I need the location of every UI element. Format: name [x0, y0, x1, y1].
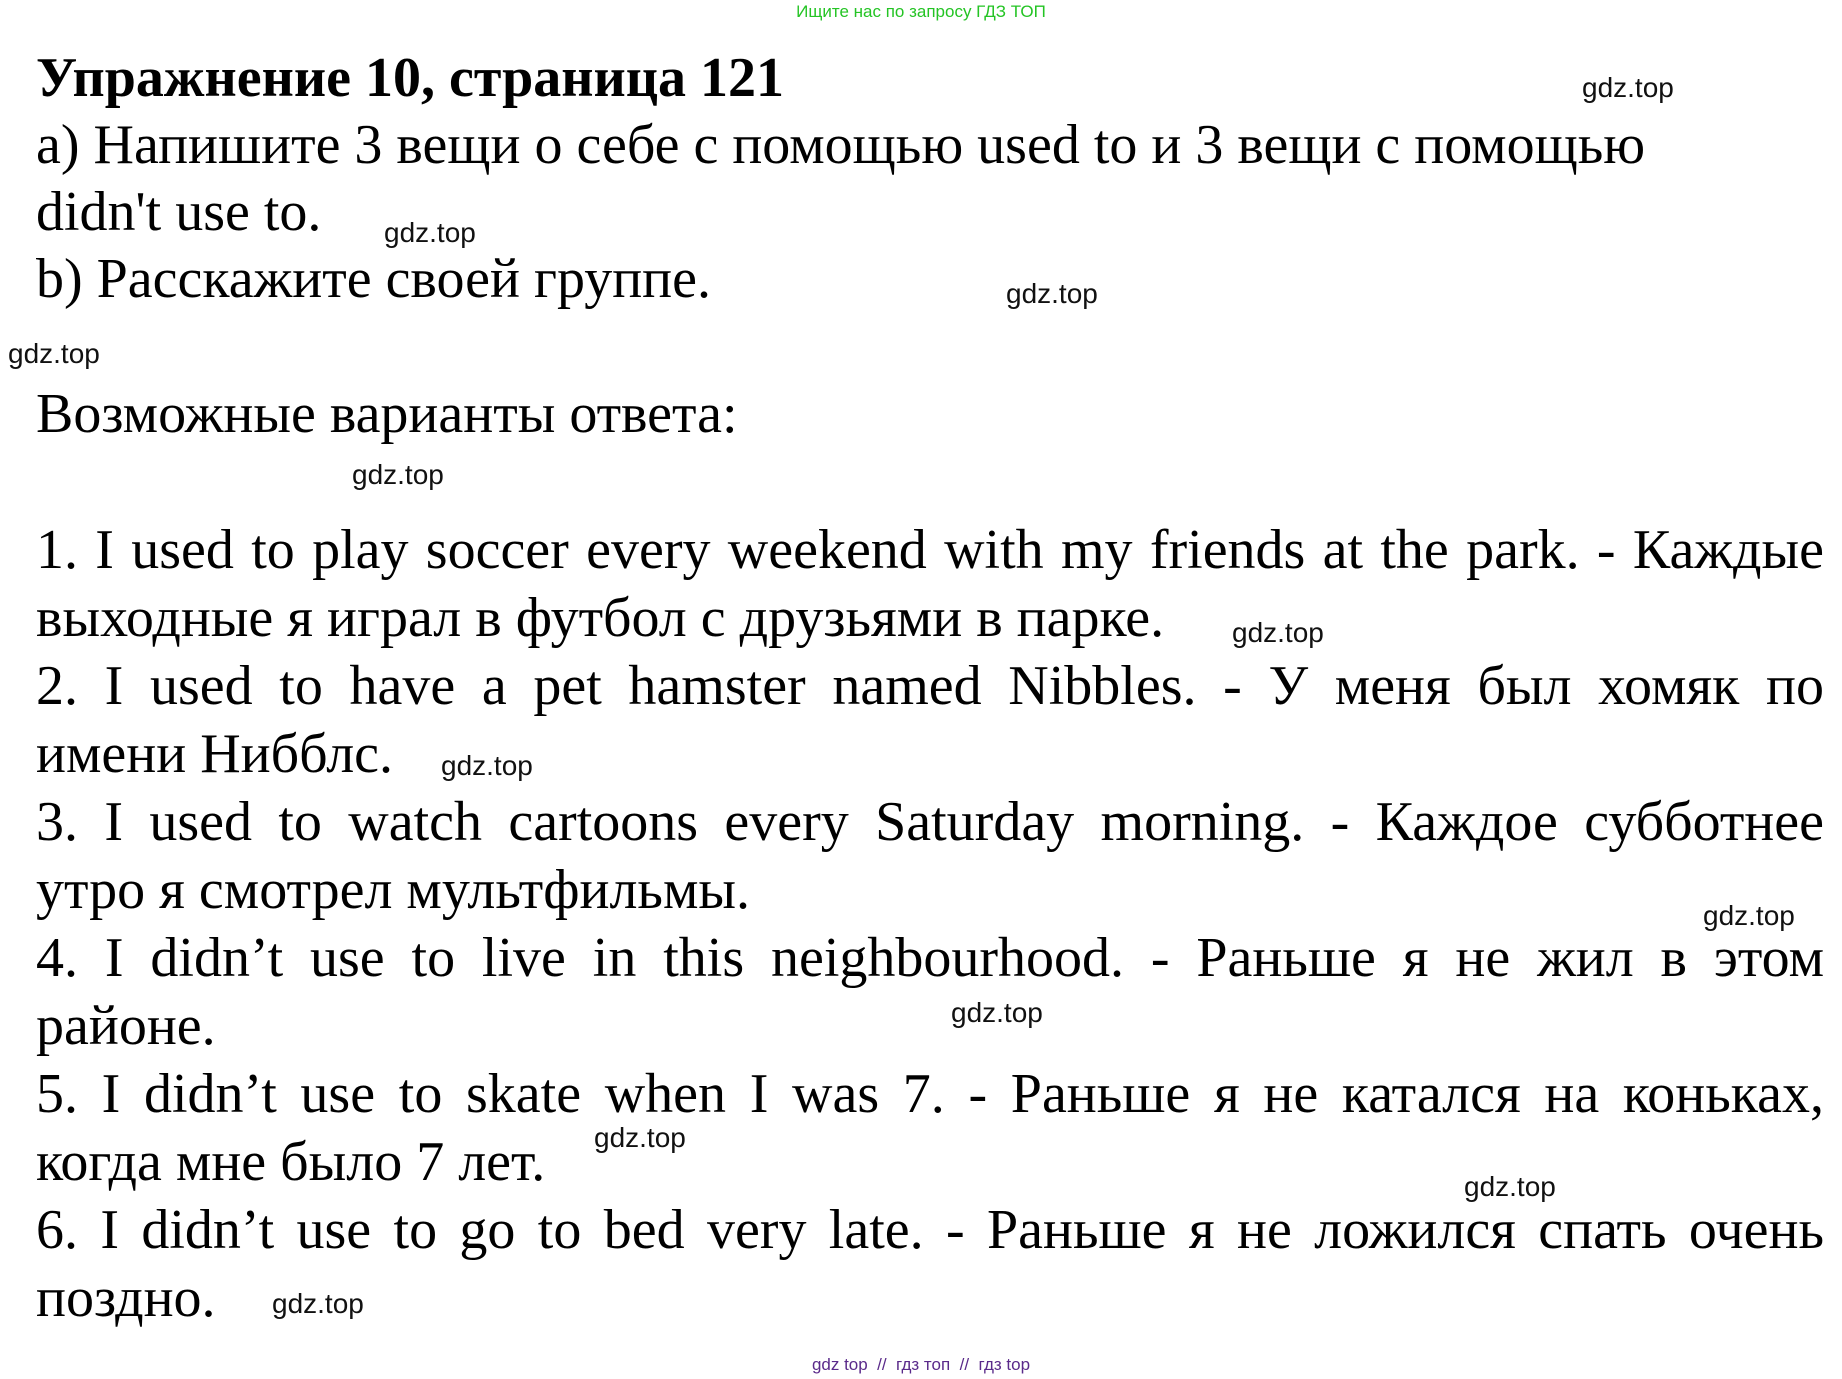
watermark: gdz.top [1232, 617, 1324, 648]
answer-4-line2: районе. [36, 995, 216, 1057]
answers-heading: Возможные варианты ответа: [36, 383, 738, 445]
answer-3-line2: утро я смотрел мультфильмы. [36, 859, 751, 921]
watermark: gdz.top [1703, 900, 1795, 931]
watermark: gdz.top [594, 1122, 686, 1153]
task-a-line2: didn't use to. [36, 181, 322, 243]
answer-3-line1: 3. I used to watch cartoons every Saturday morning. - Каждое субботнее [36, 791, 1824, 853]
answer-6-line2: поздно. [36, 1267, 216, 1329]
answer-2-line2: имени Нибблс. [36, 723, 393, 785]
page-title: Упражнение 10, страница 121 [36, 47, 785, 109]
watermark: gdz.top [1006, 278, 1098, 309]
watermark: gdz.top [272, 1288, 364, 1319]
watermark: gdz.top [951, 997, 1043, 1028]
watermark: gdz.top [352, 459, 444, 490]
watermark: gdz.top [1582, 72, 1674, 103]
answer-5-line2: когда мне было 7 лет. [36, 1131, 546, 1193]
answer-6-line1: 6. I didn’t use to go to bed very late. - Раньше я не ложился спать очень [36, 1199, 1824, 1261]
task-a-line1: а) Напишите 3 вещи о себе с помощью used to и 3 вещи с помощью [36, 114, 1646, 176]
search-hint-banner: Ищите нас по запросу ГДЗ ТОП [796, 2, 1046, 21]
answer-1-line1: 1. I used to play soccer every weekend with my friends at the park. - Каждые [36, 519, 1824, 581]
watermark: gdz.top [441, 750, 533, 781]
watermark: gdz.top [1464, 1171, 1556, 1202]
answer-5-line1: 5. I didn’t use to skate when I was 7. - Раньше я не катался на коньках, [36, 1063, 1824, 1125]
task-b: b) Расскажите своей группе. [36, 248, 712, 310]
footer-watermark: gdz top // гдз топ // гдз top [811, 1355, 1031, 1374]
watermark: gdz.top [8, 338, 100, 369]
watermark: gdz.top [384, 217, 476, 248]
answer-2-line1: 2. I used to have a pet hamster named Nibbles. - У меня был хомяк по [36, 655, 1824, 717]
answer-1-line2: выходные я играл в футбол с друзьями в парке. [36, 587, 1165, 649]
answer-4-line1: 4. I didn’t use to live in this neighbourhood. - Раньше я не жил в этом [36, 927, 1824, 989]
